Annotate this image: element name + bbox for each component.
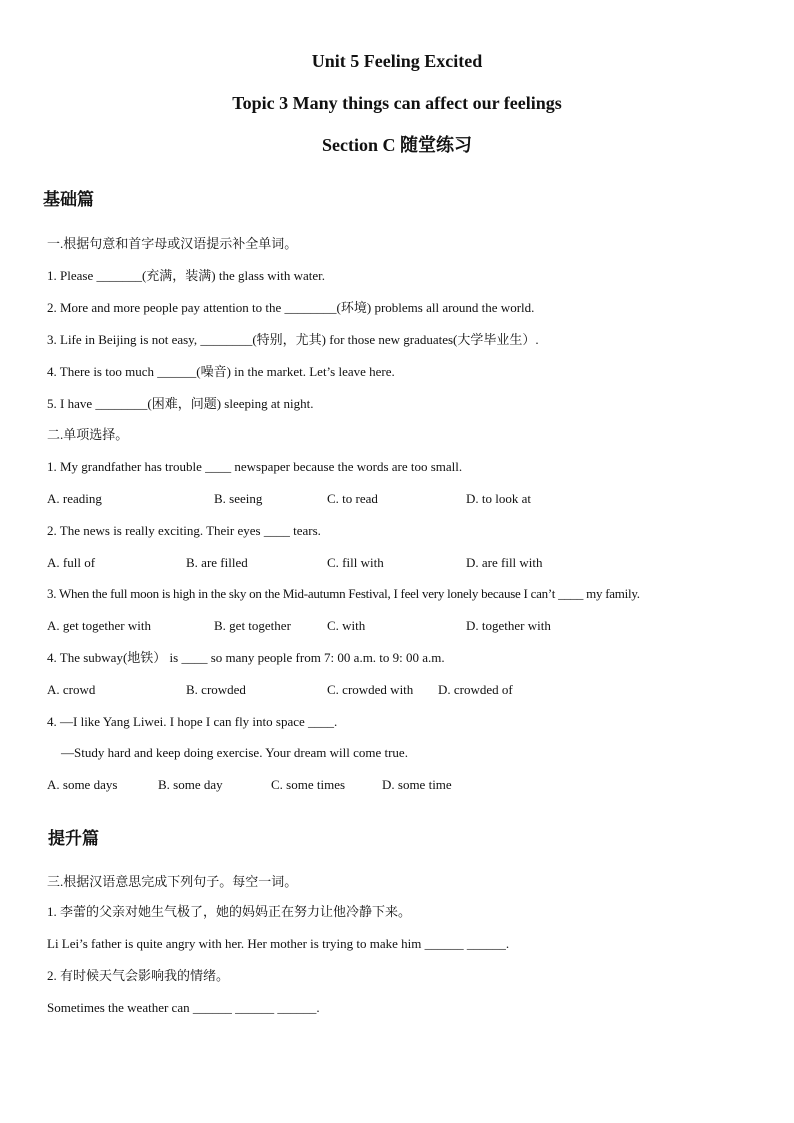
part1-instruction: 一.根据句意和首字母或汉语提示补全单词。 xyxy=(47,236,298,251)
part2-question-4: 4. The subway(地铁） is ____ so many people from 7: 00 a.m. to 9: 00 a.m. xyxy=(47,650,445,665)
part2-question-2: 2. The news is really exciting. Their eyes ____ tears. xyxy=(47,523,321,538)
q4-option-a: A. crowd xyxy=(47,682,96,697)
q1-option-d: D. to look at xyxy=(466,491,531,506)
q3-option-b: B. get together xyxy=(214,618,291,633)
q4-option-c: C. crowded with xyxy=(327,682,414,697)
part3-item-2-english: Sometimes the weather can ______ ______ ______. xyxy=(47,1000,320,1015)
q5-option-c: C. some times xyxy=(271,777,346,792)
q3-option-d: D. together with xyxy=(466,618,551,633)
unit-title: Unit 5 Feeling Excited xyxy=(311,51,483,71)
part3-instruction: 三.根据汉语意思完成下列句子。每空一词。 xyxy=(47,874,298,889)
q4-option-b: B. crowded xyxy=(186,682,246,697)
part2-question-3: 3. When the full moon is high in the sky on the Mid-autumn Festival, I feel very lonely because I can’t ____ my family. xyxy=(47,586,640,601)
part1-item-1: 1. Please _______(充满，装满) the glass with water. xyxy=(47,268,326,283)
q2-option-d: D. are fill with xyxy=(466,555,543,570)
q5-option-b: B. some day xyxy=(158,777,223,792)
part1-item-5: 5. I have ________(困难，问题) sleeping at night. xyxy=(47,396,314,411)
part1-item-3: 3. Life in Beijing is not easy, ________(特别，尤其) for those new graduates(大学毕业生）. xyxy=(47,332,539,347)
q3-option-a: A. get together with xyxy=(47,618,151,633)
basic-heading: 基础篇 xyxy=(43,190,94,210)
q2-option-a: A. full of xyxy=(47,555,96,570)
part2-question-1: 1. My grandfather has trouble ____ newspaper because the words are too small. xyxy=(47,459,463,474)
part3-item-1-chinese: 1. 李蕾的父亲对她生气极了，她的妈妈正在努力让他冷静下来。 xyxy=(47,904,412,919)
q1-option-a: A. reading xyxy=(47,491,102,506)
part2-question-5-reply: —Study hard and keep doing exercise. Your dream will come true. xyxy=(61,745,408,760)
topic-title: Topic 3 Many things can affect our feelings xyxy=(232,93,562,113)
part1-item-2: 2. More and more people pay attention to the ________(环境) problems all around the world. xyxy=(47,300,535,315)
section-title: Section C 随堂练习 xyxy=(322,135,472,155)
advanced-heading: 提升篇 xyxy=(48,829,99,849)
q1-option-c: C. to read xyxy=(327,491,378,506)
part3-item-2-chinese: 2. 有时候天气会影响我的情绪。 xyxy=(47,968,230,983)
q2-option-b: B. are filled xyxy=(186,555,248,570)
q4-option-d: D. crowded of xyxy=(438,682,513,697)
q3-option-c: C. with xyxy=(327,618,366,633)
part1-item-4: 4. There is too much ______(噪音) in the market. Let’s leave here. xyxy=(47,364,395,379)
part2-instruction: 二.单项选择。 xyxy=(47,427,129,442)
q1-option-b: B. seeing xyxy=(214,491,263,506)
part2-question-5: 4. —I like Yang Liwei. I hope I can fly into space ____. xyxy=(47,714,338,729)
part3-item-1-english: Li Lei’s father is quite angry with her. Her mother is trying to make him ______ ______. xyxy=(47,936,510,951)
q2-option-c: C. fill with xyxy=(327,555,384,570)
q5-option-d: D. some time xyxy=(382,777,452,792)
q5-option-a: A. some days xyxy=(47,777,118,792)
